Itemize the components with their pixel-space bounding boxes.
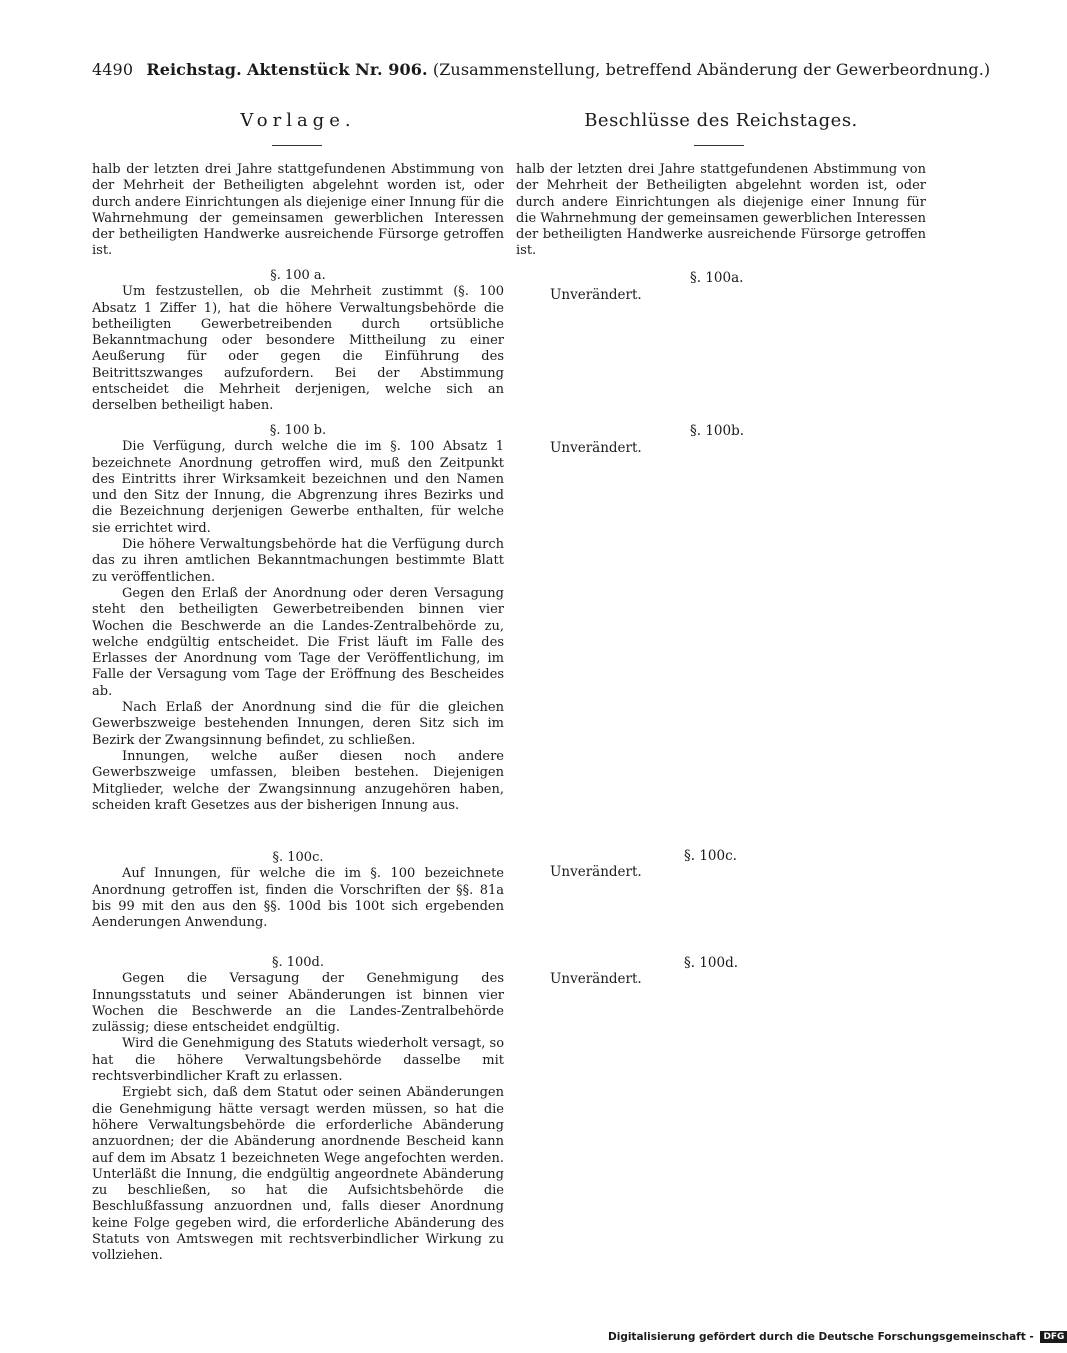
digitization-credit [608,1331,1067,1343]
page-number: 4490 [92,60,134,79]
right-intro-block [516,162,926,260]
section-heading-100c: §. 100c. [272,850,324,865]
left-section-100d [92,955,504,1265]
right-intro-text: halb der letzten drei Jahre stattgefundenen Abstimmung von der Mehrheit der Betheiligten abgelehnt worden ist, oder durch andere Einrichtungen als diejenige einer Innung für die Wahrnehmung der gemeinsamen gewerblichen Interessen der betheiligten Handwerke ausreichende Fürsorge getroffen ist. [516,162,926,259]
section-heading-100b: §. 100 b. [269,423,327,438]
section-100b-paragraph-3: Gegen den Erlaß der Anordnung oder deren Versagung steht den betheiligten Gewerbetreibenden binnen vier Wochen die Beschwerde an die Landes-Zentralbehörde zu, welche endgültig entscheidet. Die Frist läuft im Falle des Erlasses der Anordnung vom Tage der Veröffentlichung, im Falle der Versagung vom Tage der Eröffnung des Bescheides ab. [92,585,504,699]
right-column-title: Beschlüsse des Reichstages. [584,110,858,131]
right-section-heading-100c: §. 100c. [684,848,737,864]
section-100d-paragraph-1: Gegen die Versagung der Genehmigung des Innungsstatuts und seiner Abänderungen ist binnen vier Wochen die Beschwerde an die Landes-Zentralbehörde zulässig; diese entscheidet endgültig. [92,971,504,1036]
section-100b-paragraph-1: Die Verfügung, durch welche die im §. 100 Absatz 1 bezeichnete Anordnung getroffen wird, muß den Zeitpunkt des Eintritts ihrer Wirksamkeit bezeichnen und den Namen und den Sitz der Innung, die Abgrenzung ihres Bezirks und die Bezeichnung derjenigen Gewerbe enthalten, für welche sie errichtet wird. [92,439,504,536]
right-section-heading-100a: §. 100a. [690,270,744,286]
right-section-heading-100d: §. 100d. [684,955,739,971]
section-100d-paragraph-3: Ergiebt sich, daß dem Statut oder seinen Abänderungen die Genehmigung hätte versagt werden müssen, so hat die höhere Verwaltungsbehörde die erforderliche Abänderung anzuordnen; der die Abänderung anordnende Bescheid kann auf dem im Absatz 1 bezeichneten Wege angefochten werden. Unterläßt die Innung, die endgültig angeordnete Abänderung zu beschließen, so hat die Aufsichtsbehörde die Beschlußfassung anzuordnen und, falls dieser Anordnung keine Folge gegeben wird, die erforderliche Abänderung des Statuts von Amtswegen mit rechtsverbindlicher Wirkung zu vollziehen. [92,1085,504,1264]
section-100a-paragraph: Um festzustellen, ob die Mehrheit zustimmt (§. 100 Absatz 1 Ziffer 1), hat die höhere Verwaltungsbehörde die betheiligten Gewerbetreibenden durch ortsübliche Bekanntmachung oder besondere Mittheilung zu einer Aeußerung für oder gegen die Einführung des Beitrittszwanges aufzufordern. Bei der Abstimmung entscheidet die Mehrheit derjenigen, welche sich an derselben betheiligt haben. [92,284,504,414]
section-100b-paragraph-2: Die höhere Verwaltungsbehörde hat die Verfügung durch das zu ihren amtlichen Bekanntmachungen bestimmte Blatt zu veröffentlichen. [92,537,504,585]
left-section-100a [92,268,504,415]
right-title-rule [694,145,744,146]
section-heading-100a: §. 100 a. [270,268,326,283]
section-100b-paragraph-4: Nach Erlaß der Anordnung sind die für die gleichen Gewerbszweige bestehenden Innungen, deren Sitz sich im Bezirk der Zwangsinnung befindet, zu schließen. [92,700,504,748]
unchanged-label-100b: Unverändert. [550,440,642,456]
unchanged-label-100a: Unverändert. [550,287,642,303]
right-section-heading-100b: §. 100b. [690,423,745,439]
credit-text: Digitalisierung gefördert durch die Deutsche Forschungsgemeinschaft - [608,1331,1034,1343]
left-intro-block [92,162,504,260]
document-subject: (Zusammenstellung, betreffend Abänderung der Gewerbeordnung.) [432,60,991,79]
section-100c-paragraph: Auf Innungen, für welche die im §. 100 bezeichnete Anordnung getroffen ist, finden die Vorschriften der §§. 81a bis 99 mit den aus den §§. 100d bis 100t sich ergebenden Aenderungen Anwendung. [92,866,504,931]
left-section-100c [92,850,504,931]
left-title-rule [272,145,322,146]
section-100d-paragraph-2: Wird die Genehmigung des Statuts wiederholt versagt, so hat die höhere Verwaltungsbehörde dasselbe mit rechtsverbindlicher Kraft zu erlassen. [92,1036,505,1085]
document-number: Aktenstück Nr. 906. [246,60,428,79]
unchanged-label-100d: Unverändert. [550,971,642,987]
left-intro-text: halb der letzten drei Jahre stattgefundenen Abstimmung von der Mehrheit der Betheiligten abgelehnt worden ist, oder durch andere Einrichtungen als diejenige einer Innung für die Wahrnehmung der gemeinsamen gewerblichen Interessen der betheiligten Handwerke ausreichende Fürsorge getroffen ist. [92,162,504,259]
dfg-logo: DFG [1040,1331,1067,1343]
section-heading-100d: §. 100d. [271,955,325,970]
section-100b-paragraph-5: Innungen, welche außer diesen noch andere Gewerbszweige umfassen, bleiben bestehen. Diejenigen Mitglieder, welche der Zwangsinnung anzugehören haben, scheiden kraft Gesetzes aus der bisherigen Innung aus. [92,748,504,813]
page-header [92,60,991,79]
left-section-100b [92,423,504,814]
publication-name: Reichstag. [146,60,242,79]
unchanged-label-100c: Unverändert. [550,864,642,880]
left-column-title: Vorlage. [240,110,356,131]
